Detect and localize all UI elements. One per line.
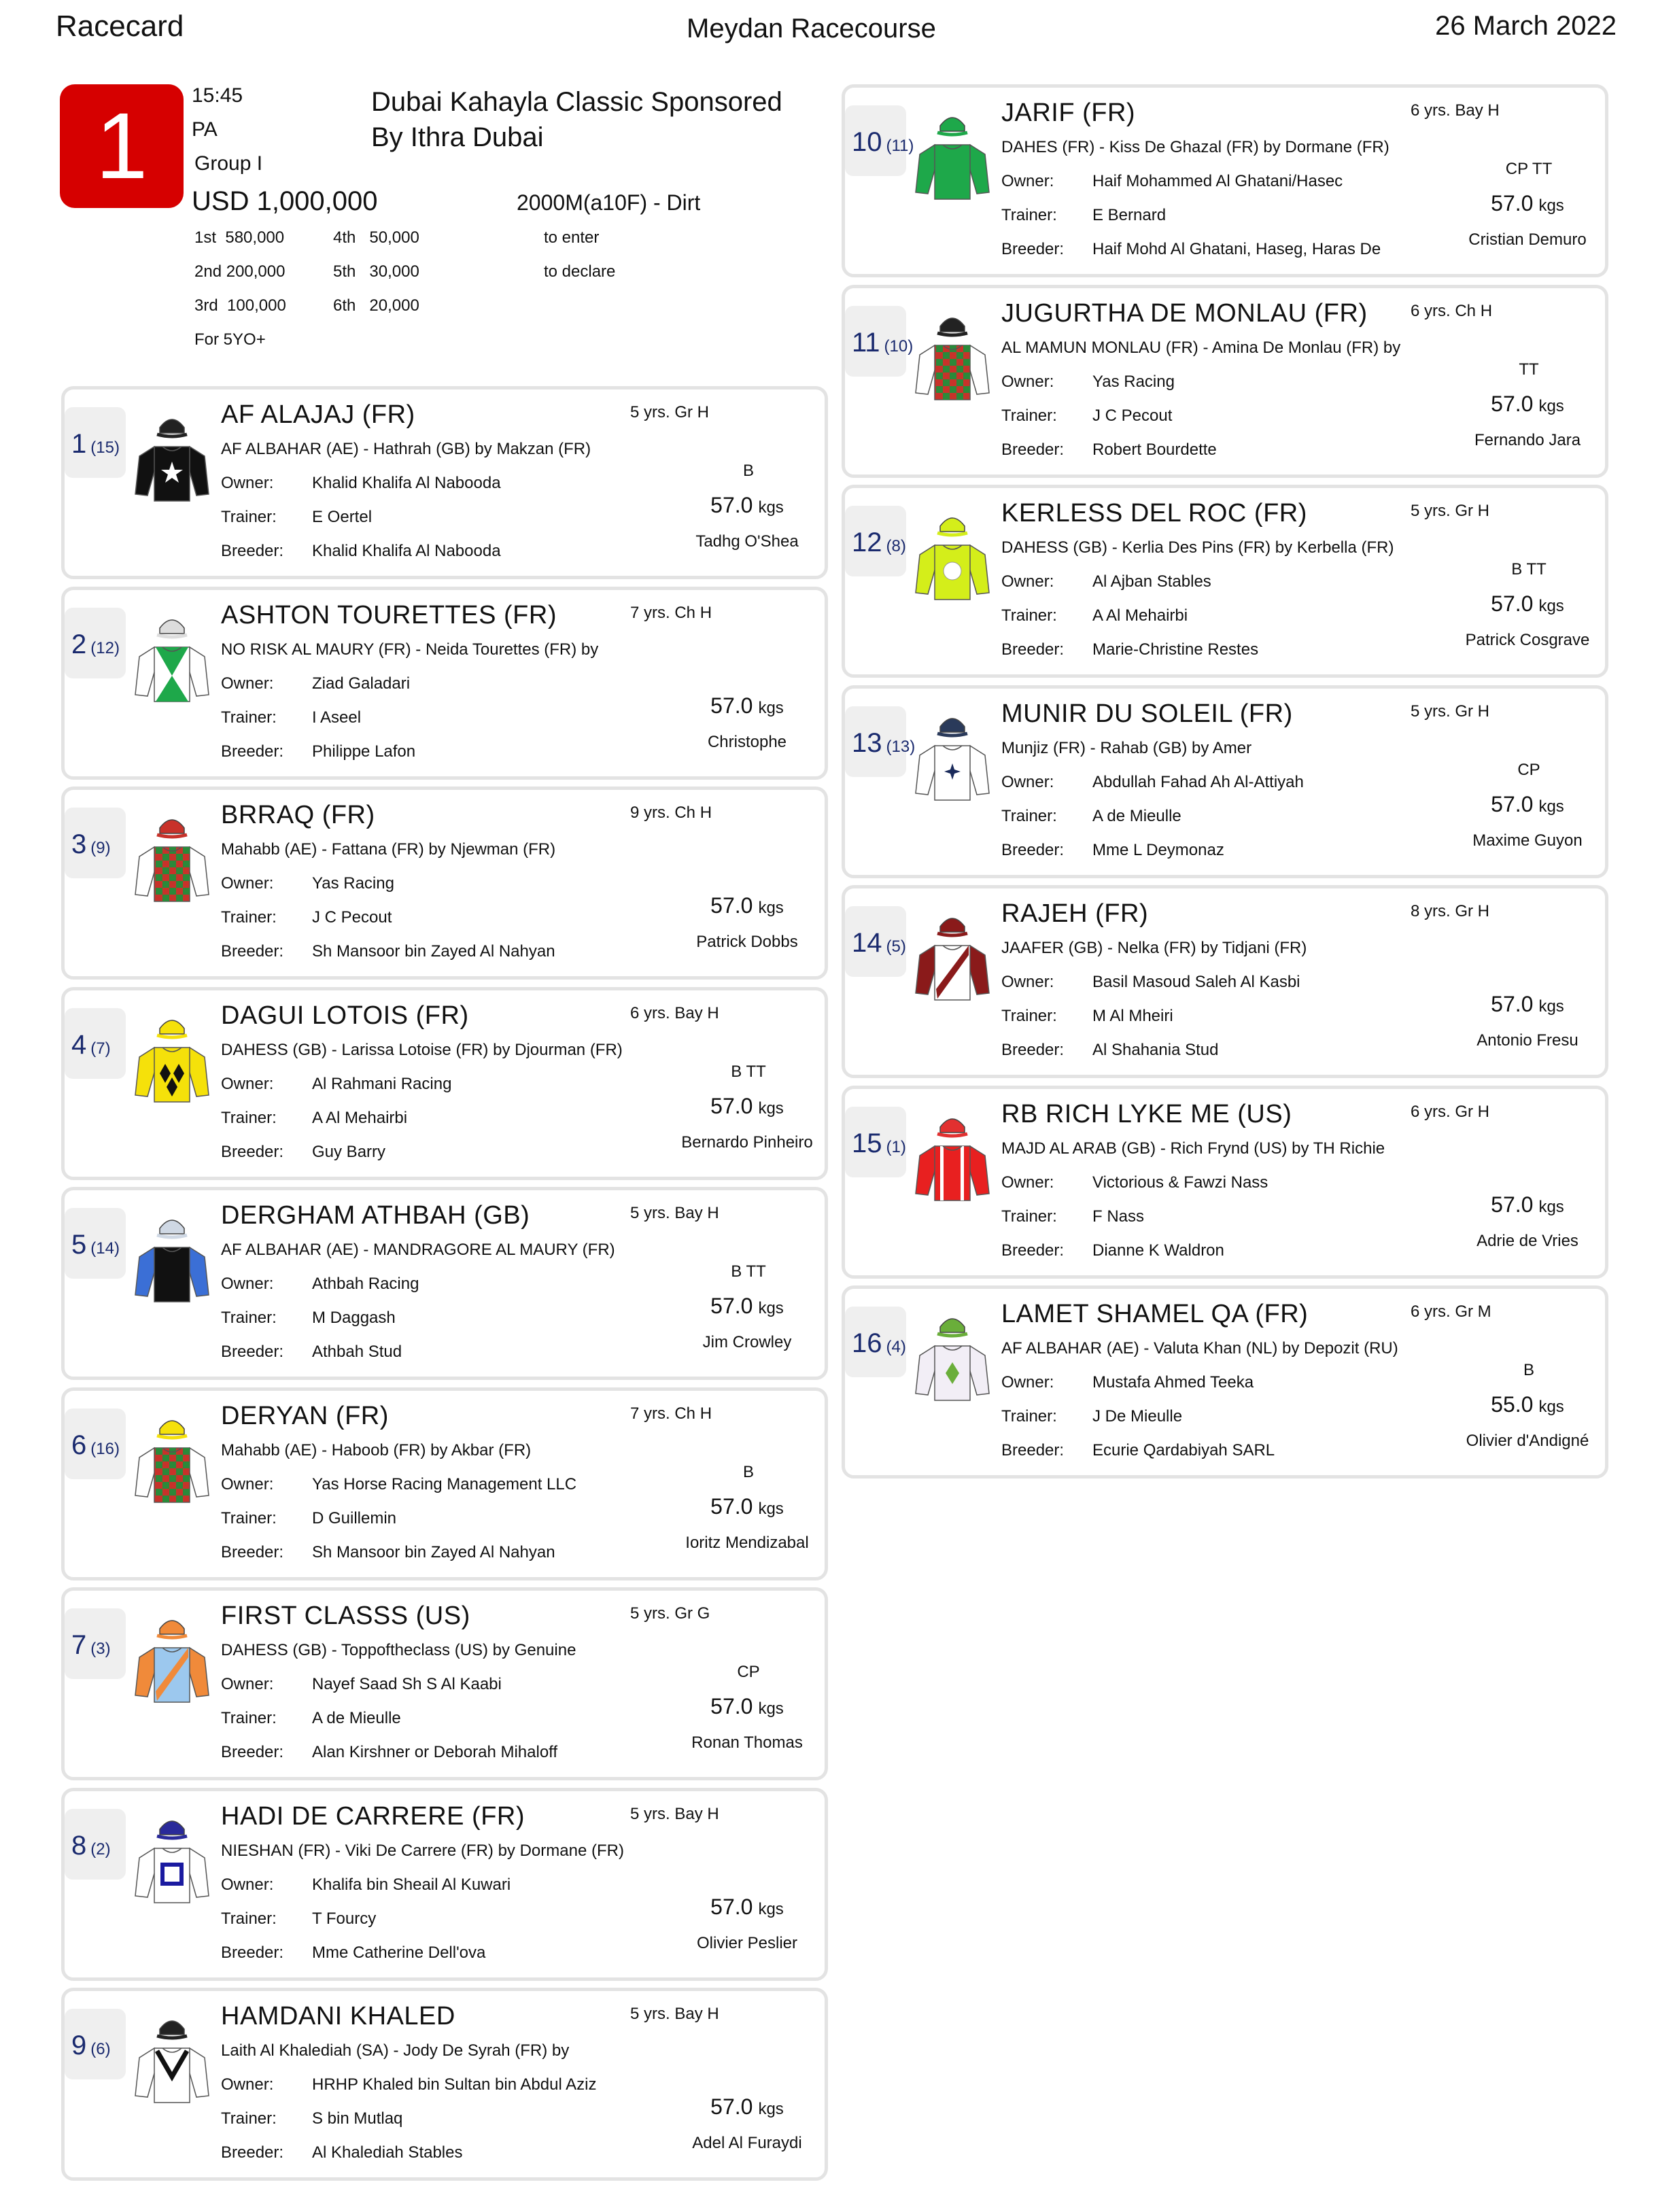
horse-pedigree: Laith Al Khalediah (SA) - Jody De Syrah (FR) by bbox=[221, 2041, 570, 2060]
runner-card bbox=[842, 485, 1608, 678]
equipment: CP bbox=[737, 1663, 760, 1681]
runner-card bbox=[842, 1086, 1608, 1279]
horse-pedigree: Munjiz (FR) - Rahab (GB) by Amer bbox=[1001, 738, 1252, 757]
equipment: B bbox=[742, 1462, 754, 1481]
trainer-label: Trainer: bbox=[221, 2109, 277, 2128]
prize-3rd: 3rd 100,000 bbox=[194, 296, 286, 315]
jockey-name: Fernando Jara bbox=[1474, 430, 1581, 449]
trainer-value: E Bernard bbox=[1092, 206, 1167, 224]
owner-label: Owner: bbox=[1001, 772, 1054, 791]
race-prize: USD 1,000,000 bbox=[192, 186, 378, 216]
race-code: PA bbox=[192, 118, 218, 141]
jockey-silks-icon bbox=[910, 506, 995, 602]
jockey-name: Tadhg O'Shea bbox=[695, 532, 799, 551]
horse-name: MUNIR DU SOLEIL (FR) bbox=[1001, 699, 1293, 728]
owner-label: Owner: bbox=[1001, 572, 1054, 591]
jockey-name: Patrick Cosgrave bbox=[1465, 631, 1590, 649]
trainer-label: Trainer: bbox=[221, 1108, 277, 1127]
trainer-label: Trainer: bbox=[221, 1909, 277, 1928]
race-name: Dubai Kahayla Classic Sponsored By Ithra Dubai bbox=[371, 87, 782, 152]
owner-label: Owner: bbox=[1001, 372, 1054, 391]
jockey-name: Antonio Fresu bbox=[1477, 1031, 1578, 1050]
weight: 55.0 kgs bbox=[1491, 1392, 1564, 1417]
weight: 57.0 kgs bbox=[1491, 591, 1564, 616]
breeder-label: Breeder: bbox=[1001, 240, 1065, 258]
trainer-label: Trainer: bbox=[1001, 1407, 1057, 1425]
breeder-label: Breeder: bbox=[221, 742, 284, 761]
owner-label: Owner: bbox=[221, 874, 274, 893]
horse-age-sex: 9 yrs. Ch H bbox=[630, 803, 712, 822]
jockey-silks-icon bbox=[130, 608, 214, 704]
runner-number: 10 (11) bbox=[852, 127, 914, 157]
equipment: B bbox=[1523, 1361, 1534, 1379]
owner-label: Owner: bbox=[221, 1675, 274, 1693]
breeder-label: Breeder: bbox=[221, 1943, 284, 1962]
to-enter: to enter bbox=[544, 228, 600, 247]
trainer-value: A Al Mehairbi bbox=[1092, 606, 1188, 625]
jockey-silks-icon bbox=[910, 906, 995, 1003]
horse-pedigree: DAHESS (GB) - Kerlia Des Pins (FR) by Kerbella (FR) bbox=[1001, 538, 1394, 557]
runner-number: 9 (6) bbox=[71, 2030, 111, 2060]
horse-pedigree: JAAFER (GB) - Nelka (FR) by Tidjani (FR) bbox=[1001, 939, 1307, 957]
runner-card bbox=[61, 1988, 828, 2181]
jockey-name: Patrick Dobbs bbox=[696, 933, 798, 951]
horse-pedigree: DAHESS (GB) - Larissa Lotoise (FR) by Djourman (FR) bbox=[221, 1040, 623, 1059]
horse-age-sex: 5 yrs. Gr H bbox=[1411, 502, 1490, 520]
jockey-silks-icon bbox=[130, 407, 214, 504]
weight: 57.0 kgs bbox=[1491, 791, 1564, 816]
horse-age-sex: 6 yrs. Bay H bbox=[1411, 101, 1500, 120]
breeder-label: Breeder: bbox=[221, 542, 284, 560]
breeder-value: Haif Mohd Al Ghatani, Haseg, Haras De bbox=[1092, 240, 1381, 258]
runner-number: 6 (16) bbox=[71, 1430, 120, 1460]
horse-name: JARIF (FR) bbox=[1001, 99, 1136, 127]
owner-label: Owner: bbox=[221, 2075, 274, 2094]
trainer-value: M Al Mheiri bbox=[1092, 1007, 1173, 1025]
trainer-label: Trainer: bbox=[221, 1309, 277, 1327]
horse-name: AF ALAJAJ (FR) bbox=[221, 400, 415, 429]
trainer-label: Trainer: bbox=[221, 1508, 277, 1527]
breeder-label: Breeder: bbox=[1001, 1041, 1065, 1059]
breeder-value: Robert Bourdette bbox=[1092, 440, 1217, 459]
trainer-label: Trainer: bbox=[221, 1709, 277, 1727]
owner-label: Owner: bbox=[1001, 1373, 1054, 1392]
runner-number: 5 (14) bbox=[71, 1230, 120, 1260]
trainer-label: Trainer: bbox=[221, 708, 277, 727]
runner-draw: (3) bbox=[90, 1640, 111, 1658]
jockey-name: Bernardo Pinheiro bbox=[681, 1133, 813, 1152]
runner-draw: (10) bbox=[884, 336, 914, 356]
jockey-name: Olivier Peslier bbox=[696, 1933, 798, 1952]
horse-age-sex: 5 yrs. Gr G bbox=[630, 1604, 710, 1623]
jockey-silks-icon bbox=[130, 1409, 214, 1505]
jockey-silks-icon bbox=[130, 2009, 214, 2105]
owner-value: Victorious & Fawzi Nass bbox=[1092, 1173, 1268, 1192]
horse-name: HAMDANI KHALED bbox=[221, 2002, 455, 2030]
jockey-silks-icon bbox=[130, 1008, 214, 1105]
owner-label: Owner: bbox=[221, 1474, 274, 1493]
runner-card bbox=[842, 285, 1608, 478]
breeder-value: Mme L Deymonaz bbox=[1092, 840, 1224, 859]
runner-number: 2 (12) bbox=[71, 629, 120, 659]
equipment: B TT bbox=[1511, 560, 1547, 578]
trainer-label: Trainer: bbox=[1001, 1007, 1057, 1025]
horse-name: DERGHAM ATHBAH (GB) bbox=[221, 1201, 530, 1230]
owner-label: Owner: bbox=[1001, 1173, 1054, 1192]
owner-label: Owner: bbox=[221, 1275, 274, 1293]
runner-number: 4 (7) bbox=[71, 1029, 111, 1060]
runner-number: 8 (2) bbox=[71, 1830, 111, 1861]
jockey-name: Maxime Guyon bbox=[1472, 831, 1583, 850]
owner-label: Owner: bbox=[221, 1875, 274, 1894]
runner-draw: (6) bbox=[90, 2040, 111, 2058]
trainer-value: D Guillemin bbox=[312, 1508, 397, 1527]
jockey-silks-icon bbox=[910, 1307, 995, 1403]
breeder-label: Breeder: bbox=[221, 1343, 284, 1361]
owner-value: Mustafa Ahmed Teeka bbox=[1092, 1373, 1254, 1392]
horse-age-sex: 5 yrs. Bay H bbox=[630, 1204, 719, 1222]
race-date: 26 March 2022 bbox=[1435, 11, 1617, 41]
owner-value: HRHP Khaled bin Sultan bin Abdul Aziz bbox=[312, 2075, 597, 2094]
jockey-name: Olivier d'Andigné bbox=[1466, 1432, 1589, 1450]
race-conditions: For 5YO+ bbox=[194, 330, 266, 349]
runner-draw: (14) bbox=[90, 1239, 120, 1258]
horse-name: DERYAN (FR) bbox=[221, 1401, 389, 1430]
horse-name: HADI DE CARRERE (FR) bbox=[221, 1801, 525, 1831]
runner-number: 13 (13) bbox=[852, 727, 916, 758]
prize-6th: 6th 20,000 bbox=[333, 296, 419, 315]
horse-name: RB RICH LYKE ME (US) bbox=[1001, 1099, 1292, 1128]
runner-number: 15 (1) bbox=[852, 1128, 906, 1158]
jockey-name: Christophe bbox=[707, 732, 787, 751]
runner-card bbox=[61, 787, 828, 980]
owner-value: Al Ajban Stables bbox=[1092, 572, 1211, 591]
horse-pedigree: DAHES (FR) - Kiss De Ghazal (FR) by Dormane (FR) bbox=[1001, 138, 1389, 156]
horse-pedigree: Mahabb (AE) - Fattana (FR) by Njewman (FR) bbox=[221, 840, 556, 859]
horse-age-sex: 6 yrs. Gr M bbox=[1411, 1302, 1491, 1321]
jockey-name: Adrie de Vries bbox=[1477, 1231, 1578, 1250]
horse-age-sex: 5 yrs. Gr H bbox=[1411, 702, 1490, 721]
trainer-label: Trainer: bbox=[221, 908, 277, 927]
jockey-silks-icon bbox=[130, 1608, 214, 1705]
horse-age-sex: 7 yrs. Ch H bbox=[630, 1404, 712, 1423]
runner-card bbox=[61, 1587, 828, 1780]
trainer-value: J De Mieulle bbox=[1092, 1407, 1183, 1425]
trainer-value: J C Pecout bbox=[1092, 406, 1173, 425]
owner-value: Yas Horse Racing Management LLC bbox=[312, 1474, 577, 1493]
breeder-value: Marie-Christine Restes bbox=[1092, 640, 1259, 659]
trainer-label: Trainer: bbox=[1001, 206, 1057, 224]
horse-age-sex: 6 yrs. Gr H bbox=[1411, 1102, 1490, 1121]
equipment: B TT bbox=[731, 1262, 766, 1281]
runner-draw: (12) bbox=[90, 638, 120, 657]
owner-value: Nayef Saad Sh S Al Kaabi bbox=[312, 1675, 502, 1693]
race-time: 15:45 bbox=[192, 84, 243, 107]
owner-value: Yas Racing bbox=[312, 874, 394, 893]
jockey-name: Adel Al Furaydi bbox=[692, 2134, 802, 2152]
trainer-value: F Nass bbox=[1092, 1207, 1145, 1226]
runner-card bbox=[61, 1788, 828, 1981]
weight: 57.0 kgs bbox=[1491, 1192, 1564, 1217]
trainer-label: Trainer: bbox=[1001, 806, 1057, 825]
breeder-label: Breeder: bbox=[1001, 1241, 1065, 1260]
horse-pedigree: DAHESS (GB) - Toppoftheclass (US) by Genuine bbox=[221, 1641, 576, 1659]
weight: 57.0 kgs bbox=[1491, 992, 1564, 1016]
owner-label: Owner: bbox=[221, 674, 274, 693]
weight: 57.0 kgs bbox=[1491, 391, 1564, 416]
venue: Meydan Racecourse bbox=[687, 14, 936, 44]
horse-age-sex: 7 yrs. Ch H bbox=[630, 603, 712, 622]
owner-value: Khalifa bin Sheail Al Kuwari bbox=[312, 1875, 511, 1894]
horse-age-sex: 5 yrs. Bay H bbox=[630, 2005, 719, 2023]
owner-value: Haif Mohammed Al Ghatani/Hasec bbox=[1092, 172, 1343, 190]
runner-number: 1 (15) bbox=[71, 429, 120, 459]
breeder-label: Breeder: bbox=[221, 1142, 284, 1161]
trainer-label: Trainer: bbox=[1001, 406, 1057, 425]
runner-card bbox=[61, 987, 828, 1180]
breeder-label: Breeder: bbox=[221, 942, 284, 961]
runner-draw: (8) bbox=[886, 537, 906, 555]
breeder-value: Alan Kirshner or Deborah Mihaloff bbox=[312, 1743, 558, 1761]
horse-pedigree: Mahabb (AE) - Haboob (FR) by Akbar (FR) bbox=[221, 1440, 532, 1459]
horse-name: FIRST CLASSS (US) bbox=[221, 1602, 470, 1630]
to-declare: to declare bbox=[544, 262, 616, 281]
horse-pedigree: AF ALBAHAR (AE) - Valuta Khan (NL) by Depozit (RU) bbox=[1001, 1339, 1398, 1358]
owner-value: Khalid Khalifa Al Nabooda bbox=[312, 474, 501, 492]
owner-value: Al Rahmani Racing bbox=[312, 1074, 452, 1093]
breeder-label: Breeder: bbox=[1001, 1441, 1065, 1459]
horse-name: KERLESS DEL ROC (FR) bbox=[1001, 499, 1307, 528]
owner-value: Ziad Galadari bbox=[312, 674, 411, 693]
page-title: Racecard bbox=[56, 10, 184, 43]
horse-pedigree: NIESHAN (FR) - Viki De Carrere (FR) by Dormane (FR) bbox=[221, 1841, 624, 1860]
breeder-value: Sh Mansoor bin Zayed Al Nahyan bbox=[312, 942, 555, 961]
runner-card bbox=[61, 1187, 828, 1380]
horse-name: RAJEH (FR) bbox=[1001, 899, 1149, 928]
trainer-label: Trainer: bbox=[1001, 606, 1057, 625]
breeder-value: Mme Catherine Dell'ova bbox=[312, 1943, 486, 1962]
owner-label: Owner: bbox=[221, 474, 274, 492]
runner-card bbox=[842, 84, 1608, 277]
jockey-silks-icon bbox=[910, 1107, 995, 1203]
weight: 57.0 kgs bbox=[710, 1894, 784, 1919]
horse-age-sex: 5 yrs. Gr H bbox=[630, 403, 710, 421]
owner-value: Yas Racing bbox=[1092, 372, 1175, 391]
breeder-label: Breeder: bbox=[221, 1743, 284, 1761]
runner-number: 7 (3) bbox=[71, 1630, 111, 1660]
breeder-value: Ecurie Qardabiyah SARL bbox=[1092, 1441, 1275, 1459]
horse-pedigree: AF ALBAHAR (AE) - MANDRAGORE AL MAURY (FR) bbox=[221, 1241, 615, 1259]
runner-card bbox=[61, 587, 828, 780]
weight: 57.0 kgs bbox=[1491, 191, 1564, 215]
runner-number: 12 (8) bbox=[852, 528, 906, 557]
breeder-value: Sh Mansoor bin Zayed Al Nahyan bbox=[312, 1542, 555, 1561]
jockey-name: Jim Crowley bbox=[702, 1333, 792, 1351]
jockey-name: Cristian Demuro bbox=[1468, 230, 1587, 249]
runner-draw: (2) bbox=[90, 1839, 111, 1859]
owner-value: Athbah Racing bbox=[312, 1275, 419, 1293]
horse-name: DAGUI LOTOIS (FR) bbox=[221, 1001, 469, 1030]
weight: 57.0 kgs bbox=[710, 1093, 784, 1118]
weight: 57.0 kgs bbox=[710, 893, 784, 918]
prize-1st: 1st 580,000 bbox=[194, 228, 285, 247]
horse-pedigree: MAJD AL ARAB (GB) - Rich Frynd (US) by TH Richie bbox=[1001, 1139, 1385, 1158]
race-distance: 2000M(a10F) - Dirt bbox=[517, 190, 701, 215]
owner-label: Owner: bbox=[221, 1074, 274, 1093]
race-number-badge: 1 bbox=[60, 84, 184, 208]
trainer-value: T Fourcy bbox=[312, 1909, 377, 1928]
runner-draw: (7) bbox=[90, 1039, 111, 1058]
trainer-value: S bin Mutlaq bbox=[312, 2109, 403, 2128]
equipment: CP bbox=[1517, 760, 1540, 779]
prize-4th: 4th 50,000 bbox=[333, 228, 419, 247]
breeder-label: Breeder: bbox=[221, 1542, 284, 1561]
runner-number: 16 (4) bbox=[852, 1328, 906, 1358]
runner-card bbox=[61, 1387, 828, 1580]
breeder-label: Breeder: bbox=[1001, 840, 1065, 859]
runner-draw: (13) bbox=[886, 737, 916, 756]
horse-pedigree: NO RISK AL MAURY (FR) - Neida Tourettes (FR) by bbox=[221, 640, 599, 659]
owner-label: Owner: bbox=[1001, 973, 1054, 991]
runner-number: 14 (5) bbox=[852, 928, 906, 958]
horse-name: BRRAQ (FR) bbox=[221, 801, 375, 829]
trainer-value: E Oertel bbox=[312, 508, 373, 526]
runner-card bbox=[842, 685, 1608, 878]
breeder-value: Dianne K Waldron bbox=[1092, 1241, 1224, 1260]
runner-draw: (5) bbox=[886, 937, 906, 956]
jockey-silks-icon bbox=[910, 306, 995, 402]
breeder-label: Breeder: bbox=[221, 2143, 284, 2162]
equipment: TT bbox=[1519, 360, 1539, 379]
runner-number: 3 (9) bbox=[71, 829, 111, 859]
trainer-value: M Daggash bbox=[312, 1309, 396, 1327]
runner-card bbox=[61, 386, 828, 579]
trainer-label: Trainer: bbox=[221, 508, 277, 526]
horse-age-sex: 6 yrs. Bay H bbox=[630, 1003, 719, 1022]
jockey-silks-icon bbox=[130, 1809, 214, 1905]
jockey-silks-icon bbox=[130, 1208, 214, 1304]
breeder-value: Athbah Stud bbox=[312, 1343, 402, 1361]
horse-age-sex: 6 yrs. Ch H bbox=[1411, 301, 1493, 320]
jockey-name: Ioritz Mendizabal bbox=[685, 1533, 809, 1552]
horse-pedigree: AF ALBAHAR (AE) - Hathrah (GB) by Makzan (FR) bbox=[221, 440, 591, 458]
prize-5th: 5th 30,000 bbox=[333, 262, 419, 281]
horse-age-sex: 5 yrs. Bay H bbox=[630, 1804, 719, 1823]
breeder-value: Philippe Lafon bbox=[312, 742, 416, 761]
runner-draw: (9) bbox=[90, 839, 111, 857]
trainer-value: A de Mieulle bbox=[1092, 806, 1181, 825]
owner-value: Abdullah Fahad Ah Al-Attiyah bbox=[1092, 772, 1304, 791]
breeder-label: Breeder: bbox=[1001, 640, 1065, 659]
trainer-value: A de Mieulle bbox=[312, 1709, 401, 1727]
trainer-value: A Al Mehairbi bbox=[312, 1108, 408, 1127]
weight: 57.0 kgs bbox=[710, 493, 784, 517]
owner-value: Basil Masoud Saleh Al Kasbi bbox=[1092, 973, 1300, 991]
horse-name: LAMET SHAMEL QA (FR) bbox=[1001, 1300, 1309, 1328]
weight: 57.0 kgs bbox=[710, 1493, 784, 1519]
race-group: Group I bbox=[194, 152, 263, 175]
trainer-value: I Aseel bbox=[312, 708, 362, 727]
runner-card bbox=[842, 1285, 1608, 1479]
runner-draw: (1) bbox=[886, 1137, 906, 1156]
weight: 57.0 kgs bbox=[710, 1694, 784, 1718]
jockey-silks-icon bbox=[130, 808, 214, 904]
runner-draw: (4) bbox=[886, 1338, 906, 1356]
runner-card bbox=[842, 885, 1608, 1078]
breeder-value: Guy Barry bbox=[312, 1142, 386, 1161]
runner-draw: (11) bbox=[886, 137, 914, 155]
breeder-value: Al Shahania Stud bbox=[1092, 1041, 1219, 1059]
jockey-silks-icon bbox=[910, 706, 995, 803]
equipment: CP TT bbox=[1505, 160, 1553, 178]
horse-pedigree: AL MAMUN MONLAU (FR) - Amina De Monlau (FR) by bbox=[1001, 338, 1401, 357]
weight: 57.0 kgs bbox=[710, 1294, 784, 1318]
jockey-name: Ronan Thomas bbox=[691, 1733, 803, 1752]
horse-age-sex: 8 yrs. Gr H bbox=[1411, 902, 1490, 920]
equipment: B TT bbox=[731, 1062, 766, 1081]
trainer-label: Trainer: bbox=[1001, 1207, 1057, 1226]
prize-2nd: 2nd 200,000 bbox=[194, 262, 286, 281]
weight: 57.0 kgs bbox=[710, 693, 784, 718]
equipment: B bbox=[742, 462, 754, 480]
trainer-value: J C Pecout bbox=[312, 908, 392, 927]
horse-name: JUGURTHA DE MONLAU (FR) bbox=[1001, 298, 1368, 328]
jockey-silks-icon bbox=[910, 105, 995, 202]
runner-number: 11 (10) bbox=[852, 327, 914, 358]
runner-draw: (16) bbox=[90, 1439, 120, 1458]
weight: 57.0 kgs bbox=[710, 2094, 784, 2119]
owner-label: Owner: bbox=[1001, 172, 1054, 190]
breeder-value: Al Khalediah Stables bbox=[312, 2143, 463, 2162]
runner-draw: (15) bbox=[90, 438, 120, 457]
breeder-value: Khalid Khalifa Al Nabooda bbox=[312, 542, 501, 560]
horse-name: ASHTON TOURETTES (FR) bbox=[221, 600, 557, 629]
breeder-label: Breeder: bbox=[1001, 440, 1065, 459]
